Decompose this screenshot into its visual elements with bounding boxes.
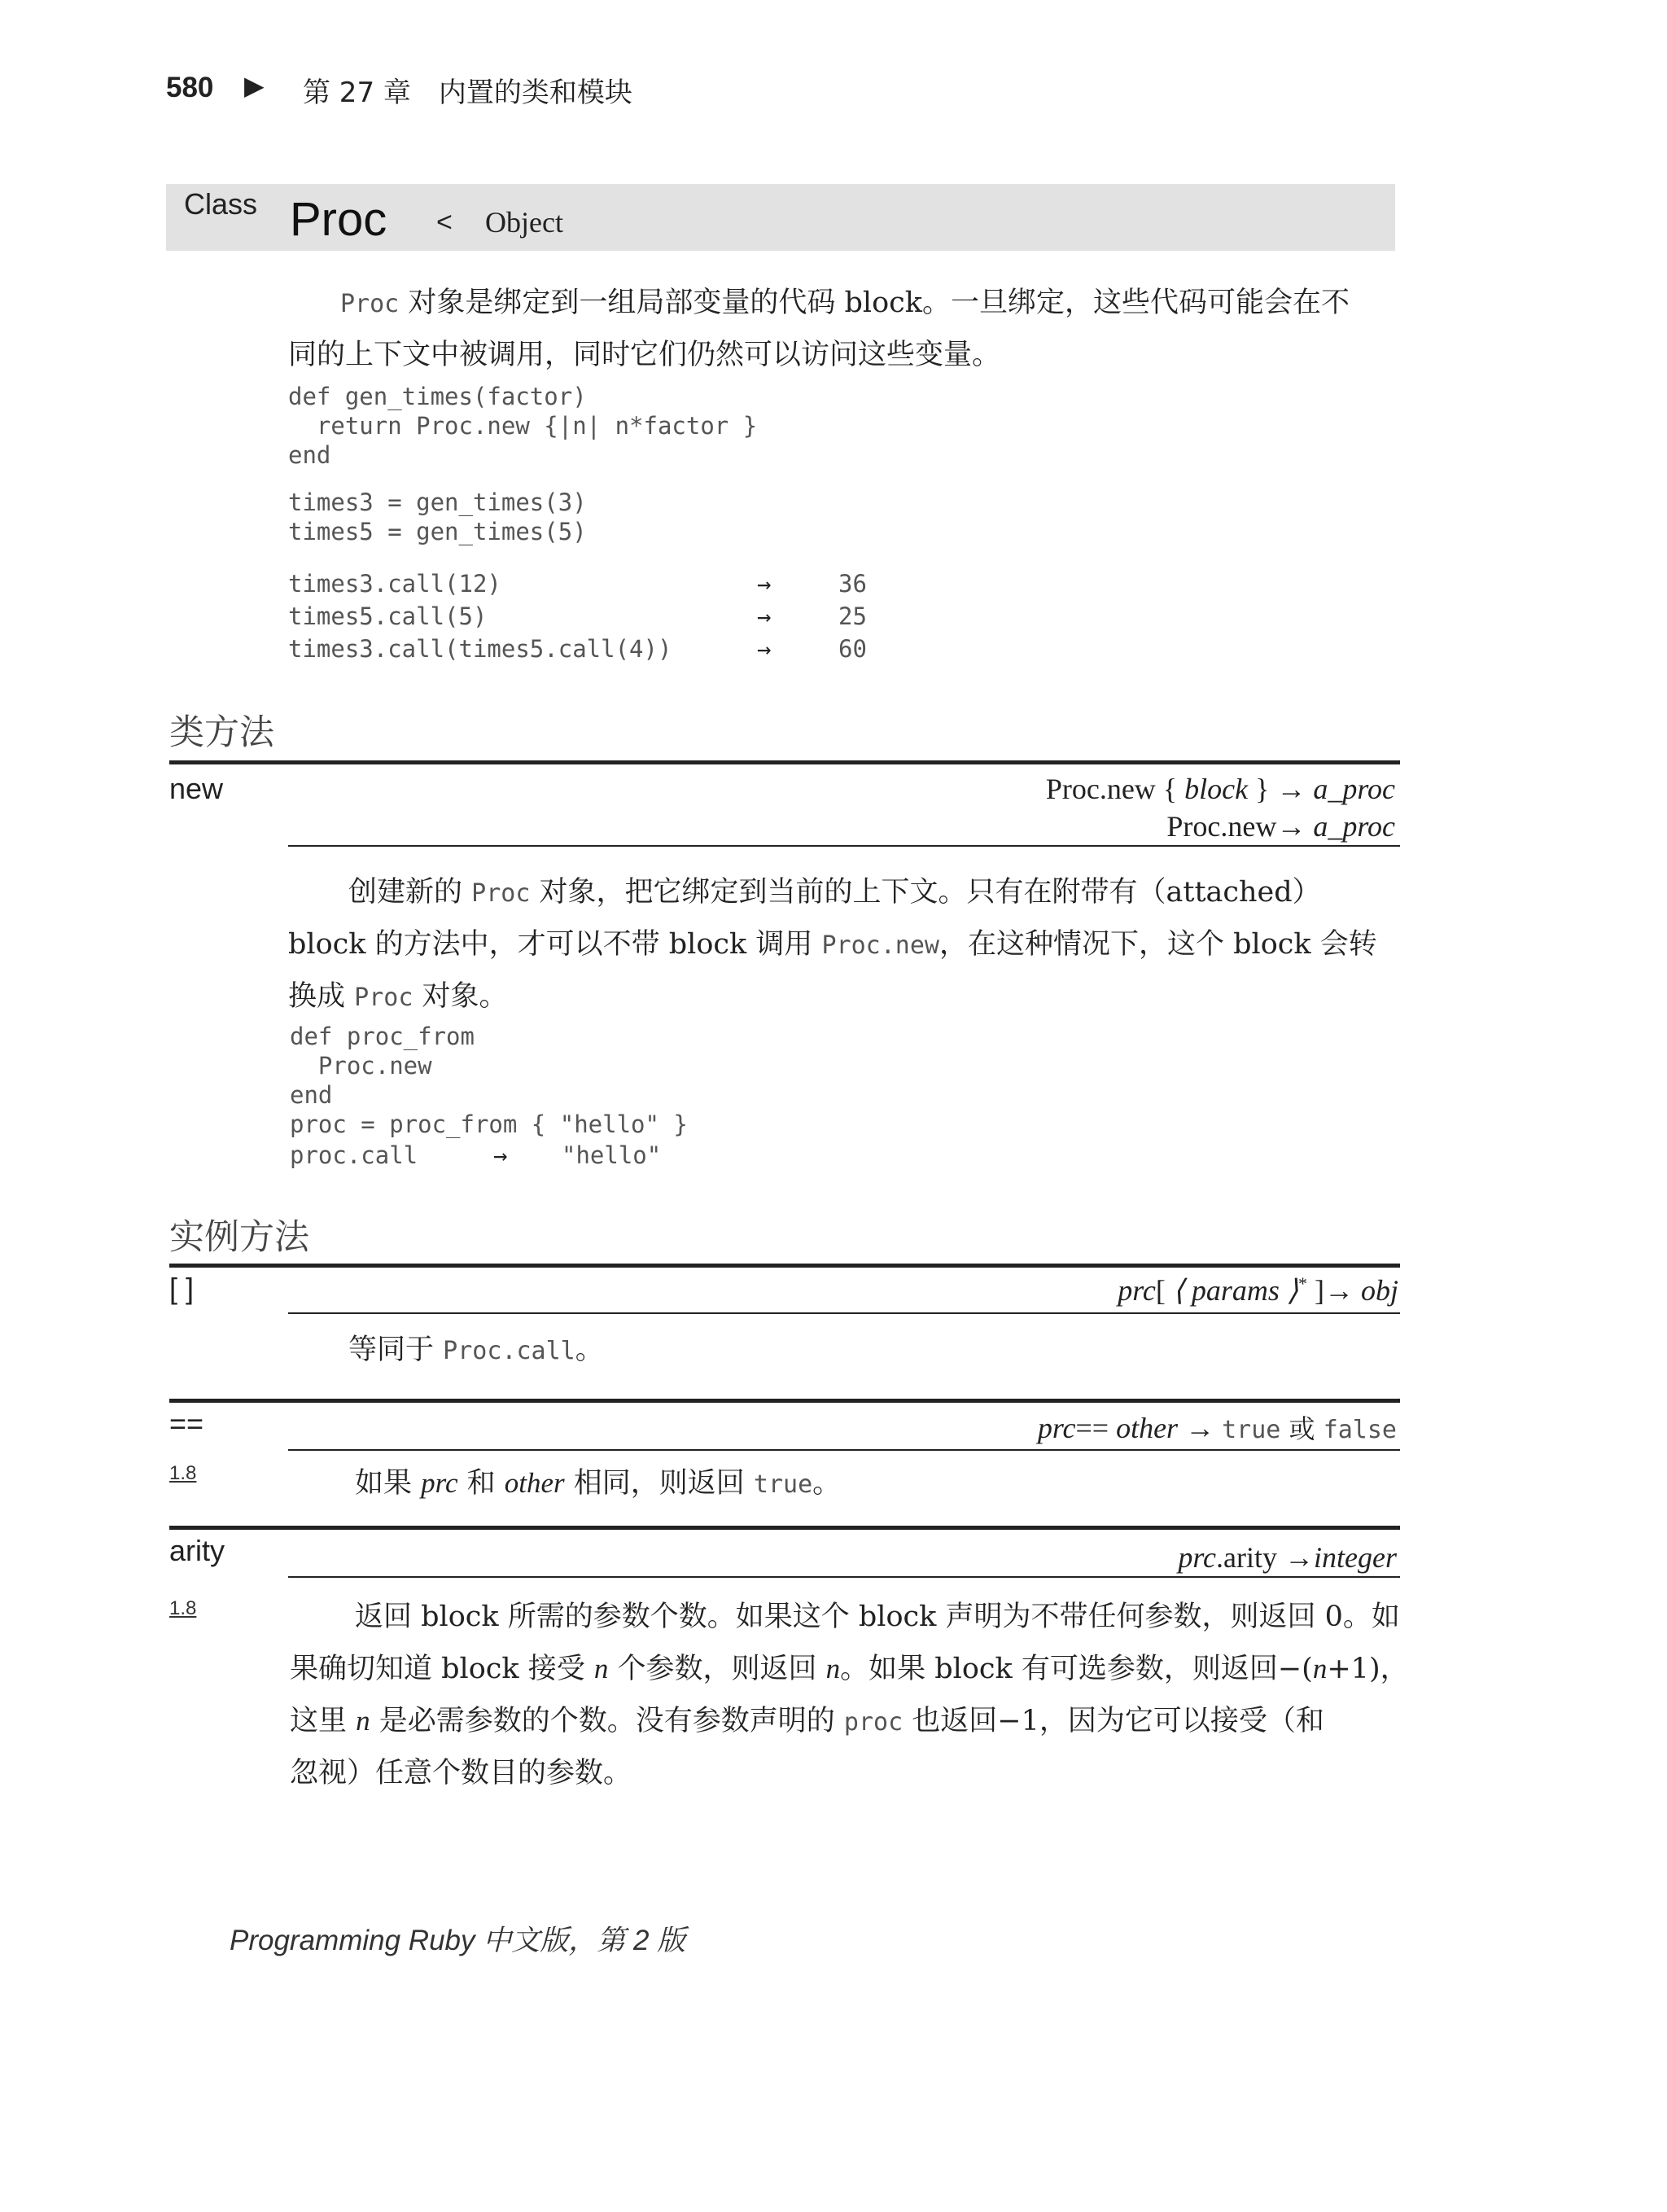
method-name-index: [ ] bbox=[169, 1272, 195, 1305]
result-arrow: → bbox=[493, 1141, 508, 1169]
method-description: 如果 prc 和 other 相同，则返回 true。 bbox=[355, 1467, 842, 1500]
section-rule bbox=[169, 760, 1400, 764]
page-number: 580 bbox=[166, 72, 214, 103]
method-name-new: new bbox=[169, 772, 224, 805]
class-banner bbox=[166, 184, 1395, 251]
section-heading-class-methods: 类方法 bbox=[169, 712, 274, 753]
code-line: proc = proc_from { "hello" } bbox=[290, 1110, 688, 1138]
version-tag: 1.8 bbox=[169, 1597, 197, 1619]
chapter-title: 第 27 章 内置的类和模块 bbox=[303, 77, 632, 109]
method-rule bbox=[169, 1399, 1400, 1403]
result-expr: times3.call(times5.call(4)) bbox=[288, 635, 672, 663]
result-value: 60 bbox=[838, 635, 867, 663]
code-line: def gen_times(factor) bbox=[288, 383, 587, 410]
method-signature: prc== other → true 或 false bbox=[1037, 1412, 1397, 1444]
intro-text-2: 同的上下文中被调用，同时它们仍然可以访问这些变量。 bbox=[288, 339, 1001, 371]
inline-code: Proc bbox=[340, 290, 400, 318]
method-signature: prc.arity →integer bbox=[1178, 1541, 1397, 1574]
class-label: Class bbox=[184, 187, 258, 221]
code-line: times5 = gen_times(5) bbox=[288, 518, 587, 545]
intro-text-1: 对象是绑定到一组局部变量的代码 block。一旦绑定，这些代码可能会在不 bbox=[399, 287, 1350, 319]
result-expr: times3.call(12) bbox=[288, 570, 501, 598]
superclass-name: Object bbox=[485, 206, 563, 239]
signature-rule bbox=[288, 1576, 1400, 1578]
footer-book-title: Programming Ruby 中文版，第 2 版 bbox=[230, 1925, 686, 1956]
result-value: 25 bbox=[838, 602, 867, 630]
method-signature: prc[ ⟨ params ⟩* ]→ obj bbox=[1118, 1273, 1398, 1307]
section-heading-instance-methods: 实例方法 bbox=[169, 1217, 309, 1258]
signature-rule bbox=[288, 1312, 1400, 1314]
result-arrow: → bbox=[757, 635, 772, 663]
method-signature: Proc.new { block } → a_proc bbox=[1045, 773, 1395, 805]
code-line: return Proc.new {|n| n*factor } bbox=[288, 412, 758, 440]
signature-rule bbox=[288, 845, 1400, 847]
class-name: Proc bbox=[290, 193, 387, 246]
section-rule bbox=[169, 1264, 1400, 1268]
version-tag: 1.8 bbox=[169, 1462, 197, 1484]
result-expr: times5.call(5) bbox=[288, 602, 488, 630]
header-arrow-icon: ▶ bbox=[244, 71, 265, 100]
method-name-arity: arity bbox=[169, 1534, 225, 1567]
result-arrow: → bbox=[757, 570, 772, 598]
result-expr: proc.call bbox=[290, 1141, 418, 1169]
signature-rule bbox=[288, 1449, 1400, 1451]
method-rule bbox=[169, 1526, 1400, 1530]
superclass-symbol: < bbox=[436, 207, 453, 238]
method-name-equals: == bbox=[169, 1407, 204, 1440]
method-description: 等同于 Proc.call。 bbox=[348, 1334, 604, 1366]
code-line: end bbox=[290, 1081, 333, 1109]
code-line: def proc_from bbox=[290, 1023, 475, 1050]
code-line: times3 = gen_times(3) bbox=[288, 488, 587, 516]
method-signature: Proc.new→ a_proc bbox=[1166, 810, 1395, 843]
code-line: Proc.new bbox=[290, 1052, 432, 1080]
result-value: "hello" bbox=[562, 1141, 662, 1169]
code-line: end bbox=[288, 441, 331, 469]
result-arrow: → bbox=[757, 602, 772, 630]
result-value: 36 bbox=[838, 570, 867, 598]
